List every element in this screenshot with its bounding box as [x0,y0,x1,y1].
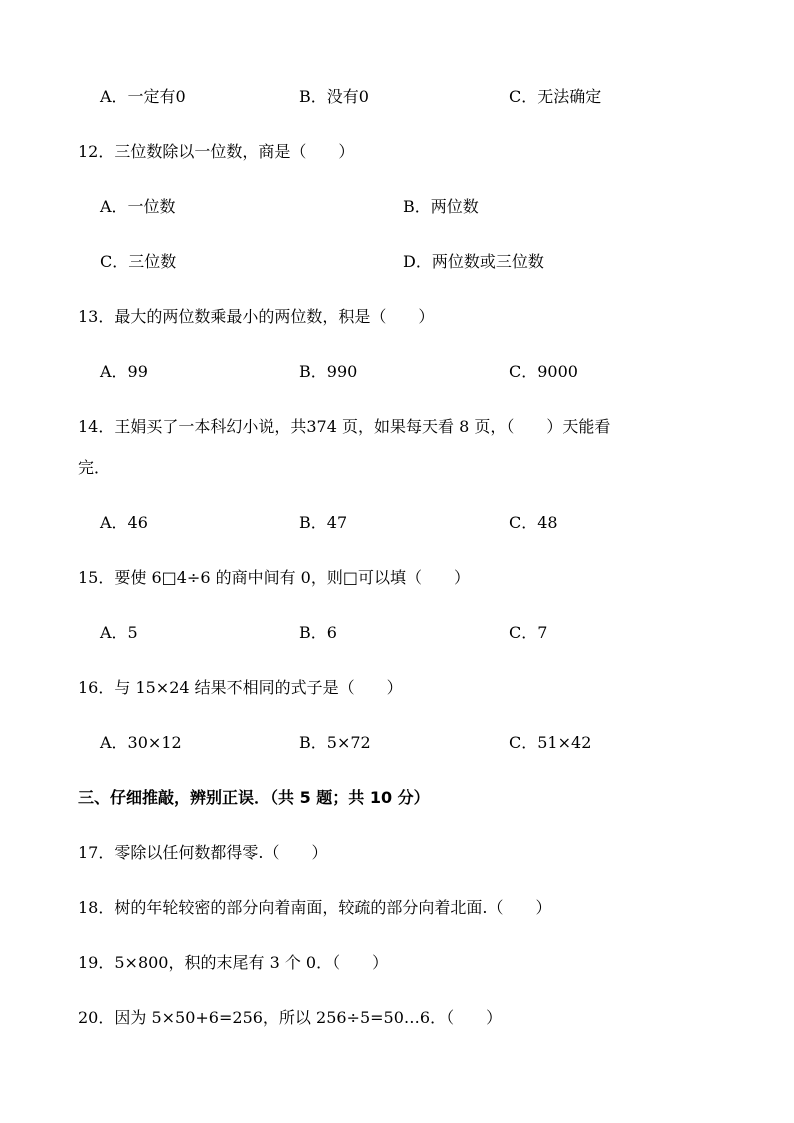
q20-text: 20．因为 5×50+6=256，所以 256÷5=50…6．（ ） [78,1008,503,1027]
q11-option-b[interactable]: B．没有0 [299,87,369,106]
q13-option-a[interactable]: A．99 [100,362,148,381]
q19-text: 19．5×800，积的末尾有 3 个 0．（ ） [78,953,389,972]
q13-option-c[interactable]: C．9000 [509,362,578,381]
q12-option-d[interactable]: D．两位数或三位数 [403,252,544,271]
q13-text: 13．最大的两位数乘最小的两位数，积是（ ） [78,307,435,326]
q14-option-a[interactable]: A．46 [100,513,148,532]
q12-option-a[interactable]: A．一位数 [100,197,176,216]
q11-option-a[interactable]: A．一定有0 [100,87,186,106]
q16-option-c[interactable]: C．51×42 [509,733,592,752]
q12-option-b[interactable]: B．两位数 [403,197,479,216]
q11-option-c[interactable]: C．无法确定 [509,87,602,106]
section-3-heading: 三、仔细推敲，辨别正误．（共 5 题；共 10 分） [78,788,430,807]
q16-text: 16．与 15×24 结果不相同的式子是（ ） [78,678,403,697]
q18-text: 18．树的年轮较密的部分向着南面，较疏的部分向着北面.（ ） [78,898,552,917]
q13-option-b[interactable]: B．990 [299,362,358,381]
q14-text-line2: 完． [78,458,111,477]
q15-option-a[interactable]: A．5 [100,623,138,642]
q15-text: 15．要使 6□4÷6 的商中间有 0，则□可以填（ ） [78,568,470,587]
q14-option-b[interactable]: B．47 [299,513,348,532]
q16-option-a[interactable]: A．30×12 [100,733,182,752]
q12-text: 12．三位数除以一位数，商是（ ） [78,142,355,161]
q17-text: 17．零除以任何数都得零.（ ） [78,843,328,862]
q15-option-b[interactable]: B．6 [299,623,337,642]
q14-option-c[interactable]: C．48 [509,513,558,532]
q14-text-line1: 14．王娟买了一本科幻小说，共374 页，如果每天看 8 页，（ ）天能看 [78,417,611,436]
q15-option-c[interactable]: C．7 [509,623,548,642]
q12-option-c[interactable]: C．三位数 [100,252,177,271]
q16-option-b[interactable]: B．5×72 [299,733,371,752]
